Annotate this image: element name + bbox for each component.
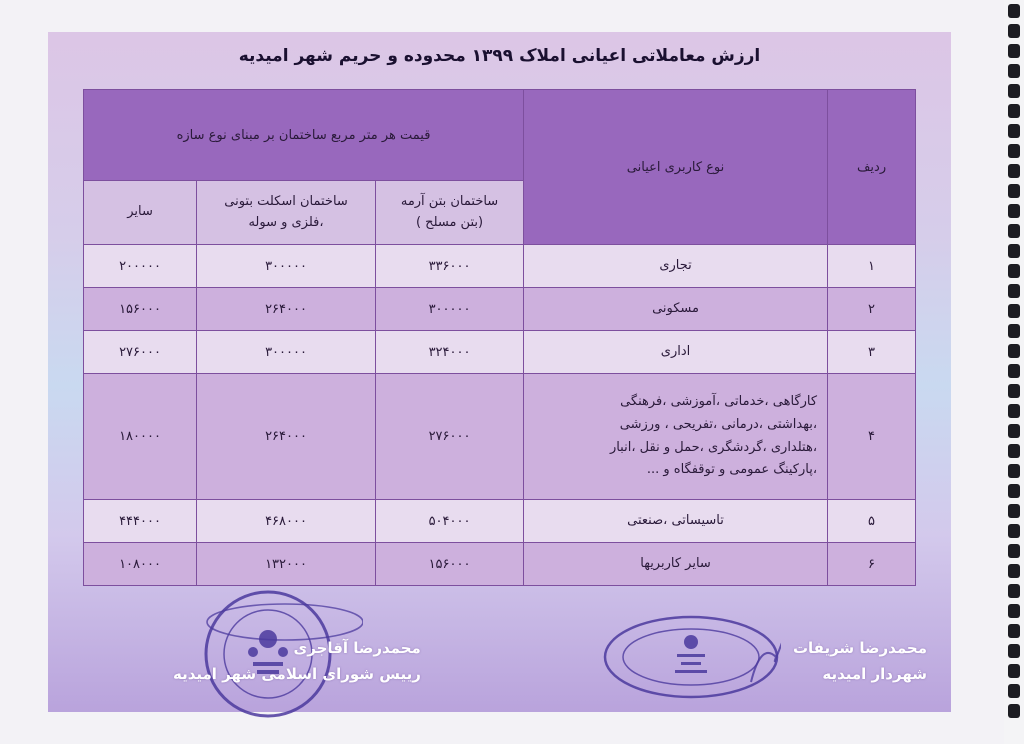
table-row — [84, 374, 916, 500]
header-usage-type: نوع کاربری اعیانی — [524, 90, 828, 245]
binding-ring — [1008, 484, 1020, 498]
binding-ring — [1008, 4, 1020, 18]
binding-ring — [1008, 424, 1020, 438]
cell-frame-price: ۳۰۰۰۰۰ — [197, 331, 376, 374]
cell-row-number: ۵ — [828, 500, 916, 543]
binding-ring — [1008, 704, 1020, 718]
header-price-group: قیمت هر متر مربع ساختمان بر مبنای نوع سازه — [84, 90, 524, 181]
table-row — [84, 288, 916, 331]
table-row — [84, 331, 916, 374]
subheader-reinforced-concrete: ساختمان بتن آرمه (بتن مسلح ) — [376, 181, 524, 245]
binding-ring — [1008, 284, 1020, 298]
cell-concrete-price: ۳۰۰۰۰۰ — [376, 288, 524, 331]
binding-ring — [1008, 304, 1020, 318]
cell-frame-price: ۱۳۲۰۰۰ — [197, 543, 376, 586]
binding-ring — [1008, 444, 1020, 458]
cell-usage: مسکونی — [524, 288, 828, 331]
header-row-number: ردیف — [828, 90, 916, 245]
binding-ring — [1008, 364, 1020, 378]
binding-ring — [1008, 124, 1020, 138]
cell-concrete-price: ۱۵۶۰۰۰ — [376, 543, 524, 586]
binding-ring — [1008, 24, 1020, 38]
mayor-signature-block — [793, 636, 927, 687]
binding-ring — [1008, 664, 1020, 678]
cell-row-number: ۲ — [828, 288, 916, 331]
council-signature-block — [173, 636, 421, 687]
cell-other-price: ۲۷۶۰۰۰ — [84, 331, 197, 374]
table-row — [84, 500, 916, 543]
binding-ring — [1008, 184, 1020, 198]
mayor-name: محمدرضا شریفات — [792, 639, 927, 657]
cell-concrete-price: ۵۰۴۰۰۰ — [376, 500, 524, 543]
valuation-table — [83, 89, 916, 586]
cell-other-price: ۱۵۶۰۰۰ — [84, 288, 197, 331]
binding-ring — [1008, 204, 1020, 218]
binding-ring — [1008, 584, 1020, 598]
cell-concrete-price: ۳۲۴۰۰۰ — [376, 331, 524, 374]
binding-ring — [1008, 344, 1020, 358]
cell-usage: تاسیساتی ،صنعتی — [524, 500, 828, 543]
binding-ring — [1008, 64, 1020, 78]
binding-ring — [1008, 464, 1020, 478]
mayor-title: شهردار امیدیه — [822, 664, 927, 683]
binding-ring — [1008, 244, 1020, 258]
cell-row-number: ۱ — [828, 245, 916, 288]
binding-ring — [1008, 144, 1020, 158]
binding-ring — [1008, 524, 1020, 538]
binding-ring — [1008, 164, 1020, 178]
spiral-binding — [1004, 0, 1024, 744]
cell-usage: تجاری — [524, 245, 828, 288]
cell-frame-price: ۲۶۴۰۰۰ — [197, 288, 376, 331]
table-row — [84, 245, 916, 288]
cell-concrete-price: ۳۳۶۰۰۰ — [376, 245, 524, 288]
binding-ring — [1008, 224, 1020, 238]
governorate-stamp — [601, 612, 781, 702]
council-chair-name: محمدرضا آقاجری — [293, 639, 421, 657]
cell-other-price: ۱۸۰۰۰۰ — [84, 374, 197, 500]
binding-ring — [1008, 44, 1020, 58]
binding-ring — [1008, 684, 1020, 698]
cell-usage: اداری — [524, 331, 828, 374]
cell-other-price: ۱۰۸۰۰۰ — [84, 543, 197, 586]
cell-row-number: ۶ — [828, 543, 916, 586]
binding-ring — [1008, 544, 1020, 558]
subheader-other: سایر — [84, 181, 197, 245]
cell-other-price: ۴۴۴۰۰۰ — [84, 500, 197, 543]
cell-row-number: ۳ — [828, 331, 916, 374]
cell-frame-price: ۳۰۰۰۰۰ — [197, 245, 376, 288]
cell-usage: کارگاهی ،خدماتی ،آموزشی ،فرهنگی ،بهداشتی ،درمانی ،تفریحی ، ورزشی ،هتلداری ،گردشگری ،حمل و نقل ،انبار ،پارکینگ عمومی و توقفگاه و ... — [524, 374, 828, 500]
binding-ring — [1008, 604, 1020, 618]
binding-ring — [1008, 264, 1020, 278]
cell-other-price: ۲۰۰۰۰۰ — [84, 245, 197, 288]
binding-ring — [1008, 104, 1020, 118]
table-row — [84, 543, 916, 586]
binding-ring — [1008, 384, 1020, 398]
document-title: ارزش معاملاتی اعیانی املاک ۱۳۹۹ محدوده و حریم شهر امیدیه — [238, 46, 761, 66]
binding-ring — [1008, 504, 1020, 518]
council-chair-title: رییس شورای اسلامی شهر امیدیه — [173, 664, 421, 683]
binding-ring — [1008, 564, 1020, 578]
binding-ring — [1008, 84, 1020, 98]
cell-concrete-price: ۲۷۶۰۰۰ — [376, 374, 524, 500]
binding-ring — [1008, 324, 1020, 338]
binding-ring — [1008, 404, 1020, 418]
binding-ring — [1008, 644, 1020, 658]
subheader-concrete-steel-frame: ساختمان اسکلت بتونی ،فلزی و سوله — [197, 181, 376, 245]
cell-frame-price: ۴۶۸۰۰۰ — [197, 500, 376, 543]
cell-frame-price: ۲۶۴۰۰۰ — [197, 374, 376, 500]
cell-row-number: ۴ — [828, 374, 916, 500]
cell-usage: سایر کاربریها — [524, 543, 828, 586]
binding-ring — [1008, 624, 1020, 638]
document-sheet — [48, 32, 951, 712]
